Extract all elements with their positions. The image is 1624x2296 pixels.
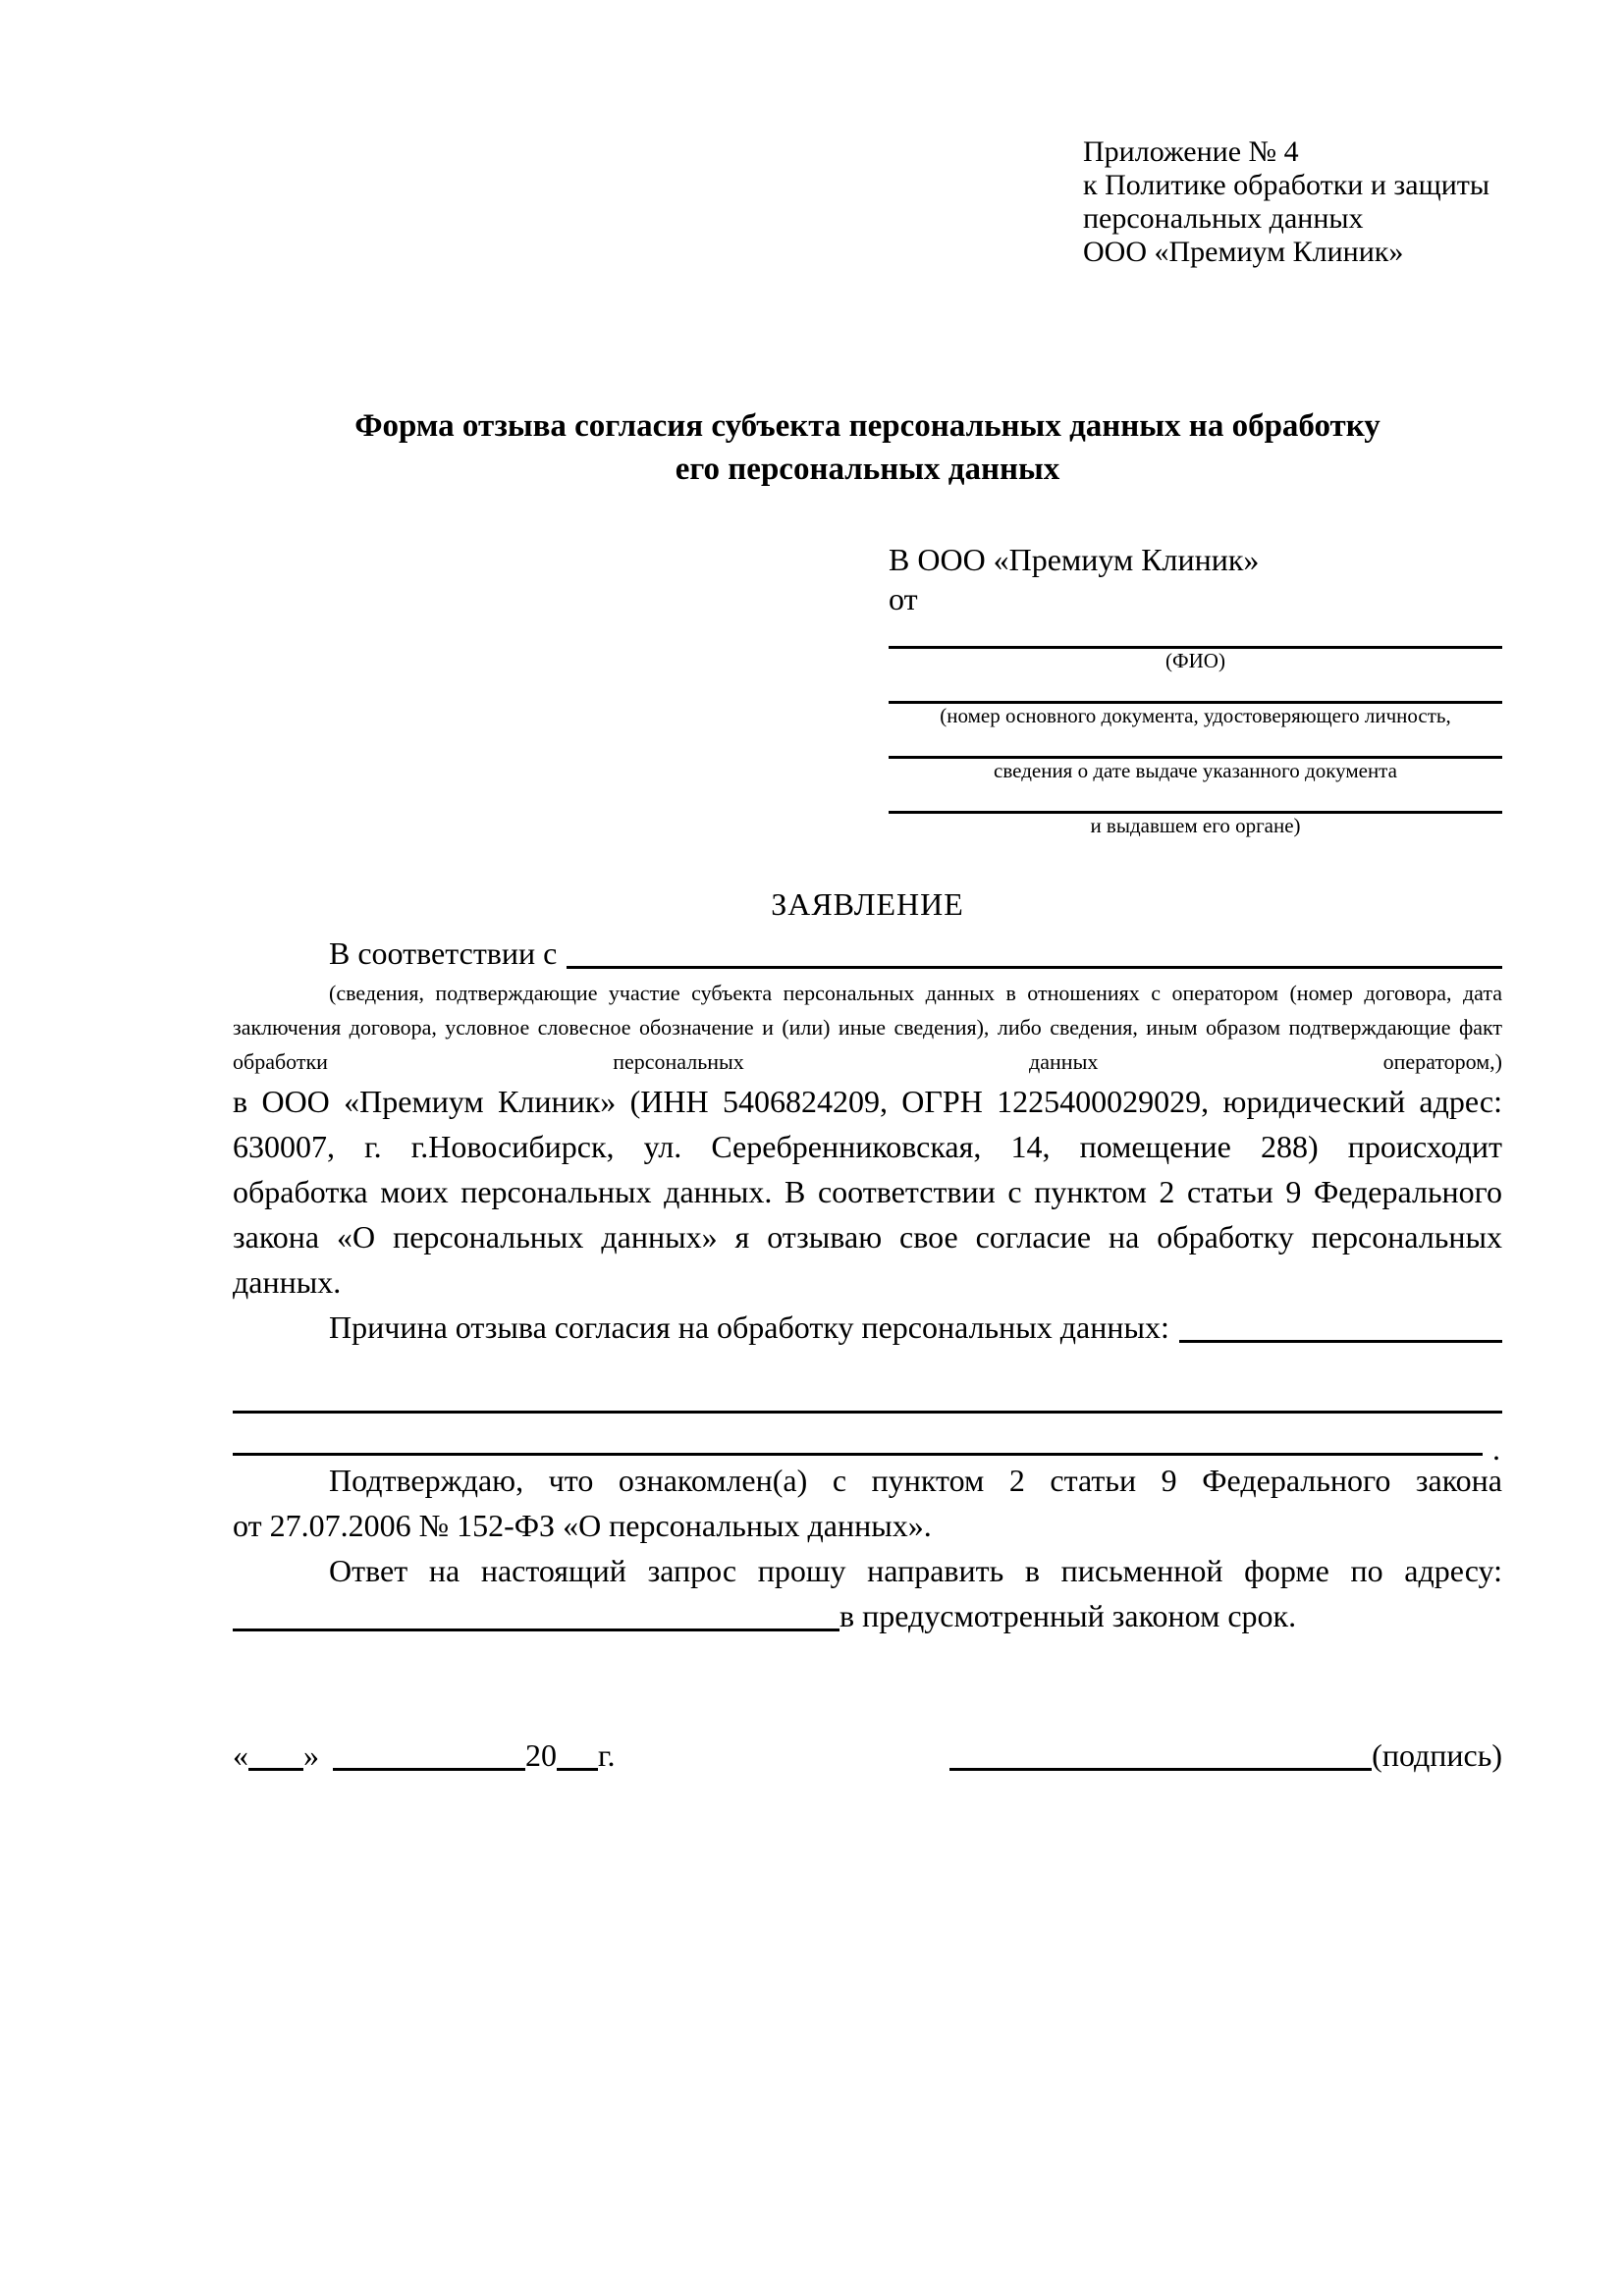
fill-in-field <box>889 618 1502 673</box>
year-suffix: г. <box>598 1737 616 1773</box>
addressee-from-label: от <box>889 581 918 616</box>
fine-print-line: обработки персональных данных оператором,) <box>233 1049 1502 1074</box>
open-quote: « <box>233 1737 248 1773</box>
field-caption: (ФИО) <box>1165 649 1225 672</box>
reply-tail-text: в предусмотренный законом срок. <box>839 1598 1297 1633</box>
fill-in-field <box>889 673 1502 728</box>
blank-line <box>233 1414 1500 1467</box>
appendix-header-line: ООО «Премиум Клиник» <box>1083 236 1404 268</box>
operator-paragraph-line: закона «О персональных данных» я отзываю свое согласие на обработку персональных <box>233 1219 1502 1255</box>
reason-row <box>233 1305 1502 1350</box>
appendix-header-line: Приложение № 4 <box>1083 135 1299 168</box>
operator-paragraph <box>233 1079 1502 1305</box>
footer-row <box>233 1733 1502 1778</box>
field-caption: (номер основного документа, удостоверяющего личность, <box>940 704 1451 727</box>
fine-print-note <box>233 976 1502 1079</box>
signature-blank-line <box>949 1768 1372 1771</box>
reason-label: Причина отзыва согласия на обработку персональных данных: <box>329 1309 1169 1345</box>
statement-heading: ЗАЯВЛЕНИЕ <box>771 886 964 922</box>
blank-line <box>233 1371 1502 1414</box>
document-title-line: Форма отзыва согласия субъекта персональных данных на обработку <box>354 408 1380 444</box>
fine-print-line: (сведения, подтверждающие участие субъекта персональных данных в отношениях с оператором (номер договора, дата <box>329 981 1502 1005</box>
day-blank <box>248 1768 303 1771</box>
blank-line <box>889 783 1502 814</box>
field-caption: сведения о дате выдаче указанного документа <box>994 759 1397 782</box>
blank-line <box>889 728 1502 759</box>
month-blank <box>333 1768 525 1771</box>
signature-caption: (подпись) <box>1372 1737 1502 1773</box>
operator-paragraph-line: 630007, г. г.Новосибирск, ул. Серебренниковская, 14, помещение 288) происходит <box>233 1129 1502 1164</box>
in-accordance-row <box>233 931 1502 976</box>
blank-line <box>567 931 1502 969</box>
document-title-line: его персональных данных <box>675 452 1060 487</box>
confirmation-line: от 27.07.2006 № 152-ФЗ «О персональных данных». <box>233 1508 932 1543</box>
blank-line <box>889 673 1502 704</box>
operator-paragraph-line: в ООО «Премиум Клиник» (ИНН 5406824209, ОГРН 1225400029029, юридический адрес: <box>233 1084 1502 1119</box>
fill-in-field <box>889 783 1502 838</box>
year-blank <box>557 1768 598 1771</box>
fill-in-field <box>889 728 1502 783</box>
in-accordance-label: В соответствии с <box>329 935 558 971</box>
signature-block <box>949 1733 1502 1778</box>
year-prefix: 20 <box>525 1737 557 1773</box>
trailing-period: . <box>1492 1431 1500 1467</box>
operator-paragraph-line: данных. <box>233 1264 342 1300</box>
addressee-fields <box>889 618 1502 838</box>
fine-print-line: заключения договора, условное словесное обозначение и (или) иные сведения), либо сведения, иным образом подтверждающие факт <box>233 1015 1502 1040</box>
addressee-organization: В ООО «Премиум Клиник» <box>889 542 1260 577</box>
addressee-block <box>889 540 1502 838</box>
appendix-header-line: к Политике обработки и защиты <box>1083 169 1490 201</box>
blank-line <box>889 618 1502 649</box>
appendix-header <box>1083 135 1502 269</box>
operator-paragraph-line: обработка моих персональных данных. В соответствии с пунктом 2 статьи 9 Федерального <box>233 1174 1502 1209</box>
appendix-header-line: персональных данных <box>1083 202 1364 235</box>
blank-line <box>1179 1305 1502 1343</box>
reply-request-line: Ответ на настоящий запрос прошу направить в письменной форме по адресу: <box>329 1553 1502 1588</box>
reply-address-row <box>233 1593 1502 1638</box>
field-caption: и выдавшем его органе) <box>1090 814 1301 837</box>
date-line <box>233 1733 616 1778</box>
document-title <box>233 404 1502 491</box>
confirmation-line: Подтверждаю, что ознакомлен(а) с пунктом 2 статьи 9 Федерального закона <box>329 1463 1502 1498</box>
blank-line <box>233 1629 839 1631</box>
close-quote: » <box>303 1737 319 1773</box>
confirmation-paragraph <box>233 1458 1502 1548</box>
